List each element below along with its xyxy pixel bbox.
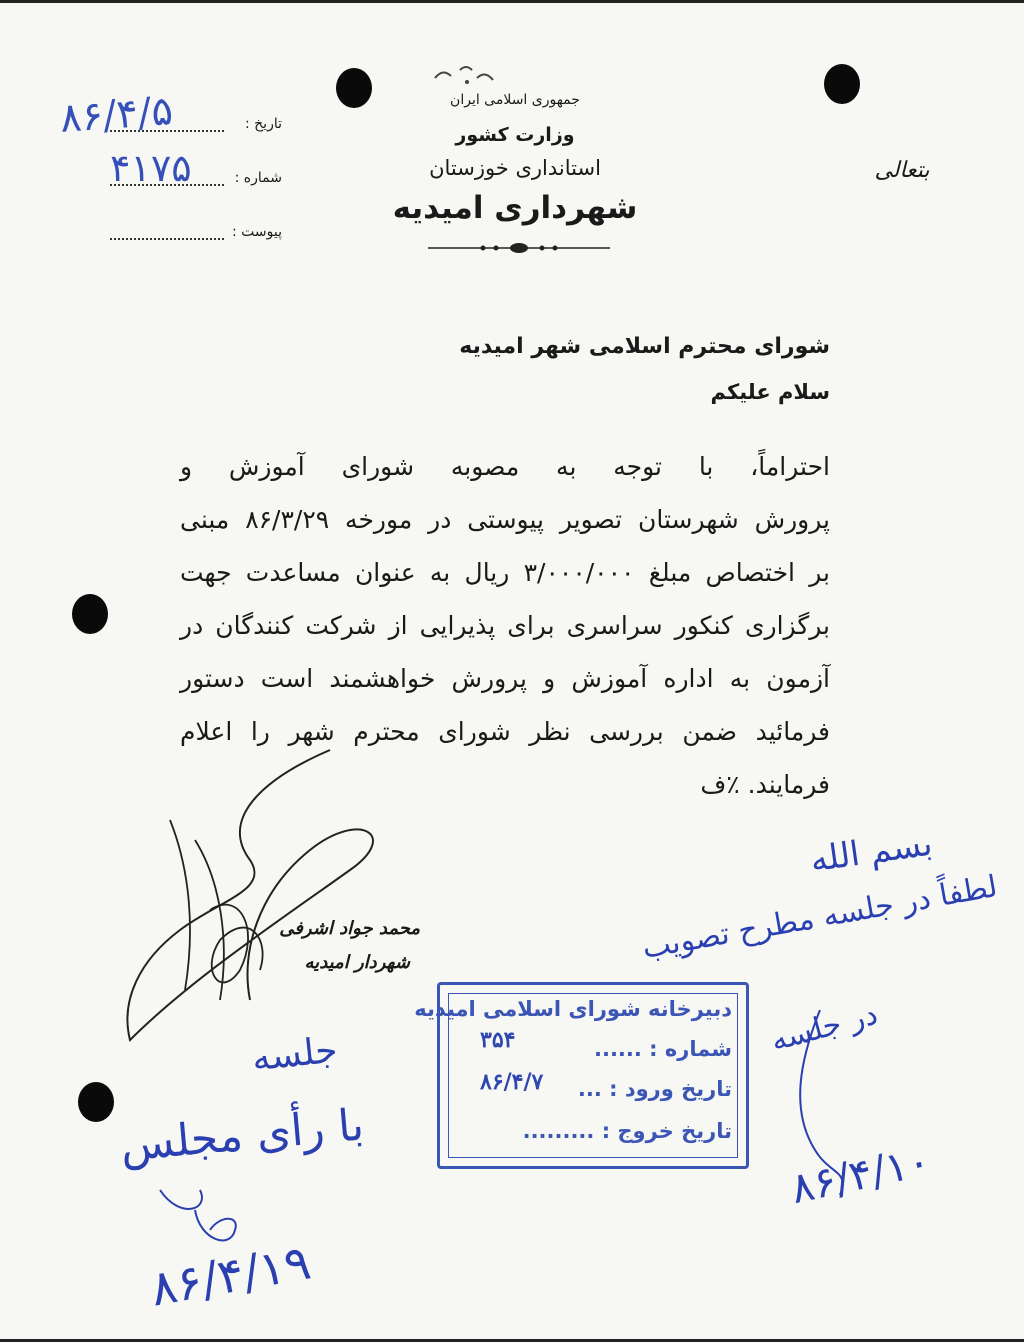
stamp-title: دبیرخانه شورای اسلامی امیدیه bbox=[414, 997, 732, 1021]
punch-hole-top-right bbox=[824, 64, 860, 104]
handwritten-note-session: در جلسه bbox=[767, 996, 882, 1059]
signer-name: محمد جواد اشرفی bbox=[279, 918, 420, 939]
punch-hole-top-center bbox=[336, 68, 372, 108]
handwritten-note-left-vote: با رأی مجلس bbox=[118, 1099, 366, 1172]
handwritten-note-right-date: ۸۶/۴/۱۰ bbox=[786, 1135, 935, 1214]
body-line: برگزاری کنکور سراسری برای پذیرایی از شرکت کنندگان در bbox=[180, 611, 830, 640]
attachment-dots bbox=[110, 238, 224, 240]
attachment-label: پیوست : bbox=[232, 224, 282, 240]
bismillah-text: بتعالی bbox=[874, 158, 930, 183]
header-municipality: شهرداری امیدیه bbox=[392, 190, 638, 226]
council-secretariat-stamp bbox=[414, 982, 749, 1169]
emblem-icon bbox=[425, 60, 505, 90]
handwriting-pen-stroke bbox=[760, 1000, 870, 1200]
recipient-line: شورای محترم اسلامی شهر امیدیه bbox=[459, 334, 830, 359]
handwriting-loop-stroke bbox=[140, 1170, 250, 1260]
stamp-entry-label: تاریخ ورود : ... bbox=[577, 1077, 732, 1101]
scan-edge-top bbox=[0, 0, 1024, 3]
header-governorate: استانداری خوزستان bbox=[429, 156, 601, 180]
signer-title: شهردار امیدیه bbox=[304, 952, 410, 973]
body-line: فرمایند. ٪ف bbox=[700, 770, 830, 799]
handwritten-note-left-date: ۸۶/۴/۱۹ bbox=[146, 1234, 315, 1318]
number-label: شماره : bbox=[234, 170, 282, 186]
punch-hole-bottom-left bbox=[78, 1082, 114, 1122]
handwritten-note-bismillah: بسم الله bbox=[807, 823, 935, 881]
header-ministry: وزارت کشور bbox=[455, 124, 575, 146]
body-line: پرورش شهرستان تصویر پیوستی در مورخه ۸۶/۳/۲۹ مبنی bbox=[180, 505, 830, 534]
header-country: جمهوری اسلامی ایران bbox=[450, 92, 580, 108]
stamp-exit-label: تاریخ خروج : ......... bbox=[522, 1119, 732, 1143]
handwritten-number: ۴۱۷۵ bbox=[110, 146, 192, 190]
stamp-number-value: ۳۵۴ bbox=[480, 1027, 516, 1053]
signature-scribble bbox=[100, 740, 430, 1060]
stamp-entry-value: ۸۶/۴/۷ bbox=[480, 1069, 544, 1095]
header-ornament bbox=[428, 240, 610, 256]
handwritten-date: ۸۶/۴/۵ bbox=[58, 88, 175, 142]
date-label: تاریخ : bbox=[244, 116, 282, 132]
greeting-line: سلام علیکم bbox=[710, 380, 830, 404]
stamp-number-label: شماره : ...... bbox=[594, 1037, 732, 1061]
body-line: فرمائید ضمن بررسی نظر شورای محترم شهر را اعلام bbox=[180, 717, 830, 746]
body-line: آزمون به اداره آموزش و پرورش خواهشمند است دستور bbox=[180, 664, 830, 693]
body-line: احتراماً، با توجه به مصوبه شورای آموزش و bbox=[180, 452, 830, 481]
handwritten-note-approval: لطفاً در جلسه مطرح تصویب bbox=[639, 869, 1000, 966]
punch-hole-middle-left bbox=[72, 594, 108, 634]
body-line: بر اختصاص مبلغ ۳/۰۰۰/۰۰۰ ریال به عنوان مساعدت جهت bbox=[180, 558, 831, 587]
handwritten-note-left-session: جلسه bbox=[250, 1029, 340, 1080]
